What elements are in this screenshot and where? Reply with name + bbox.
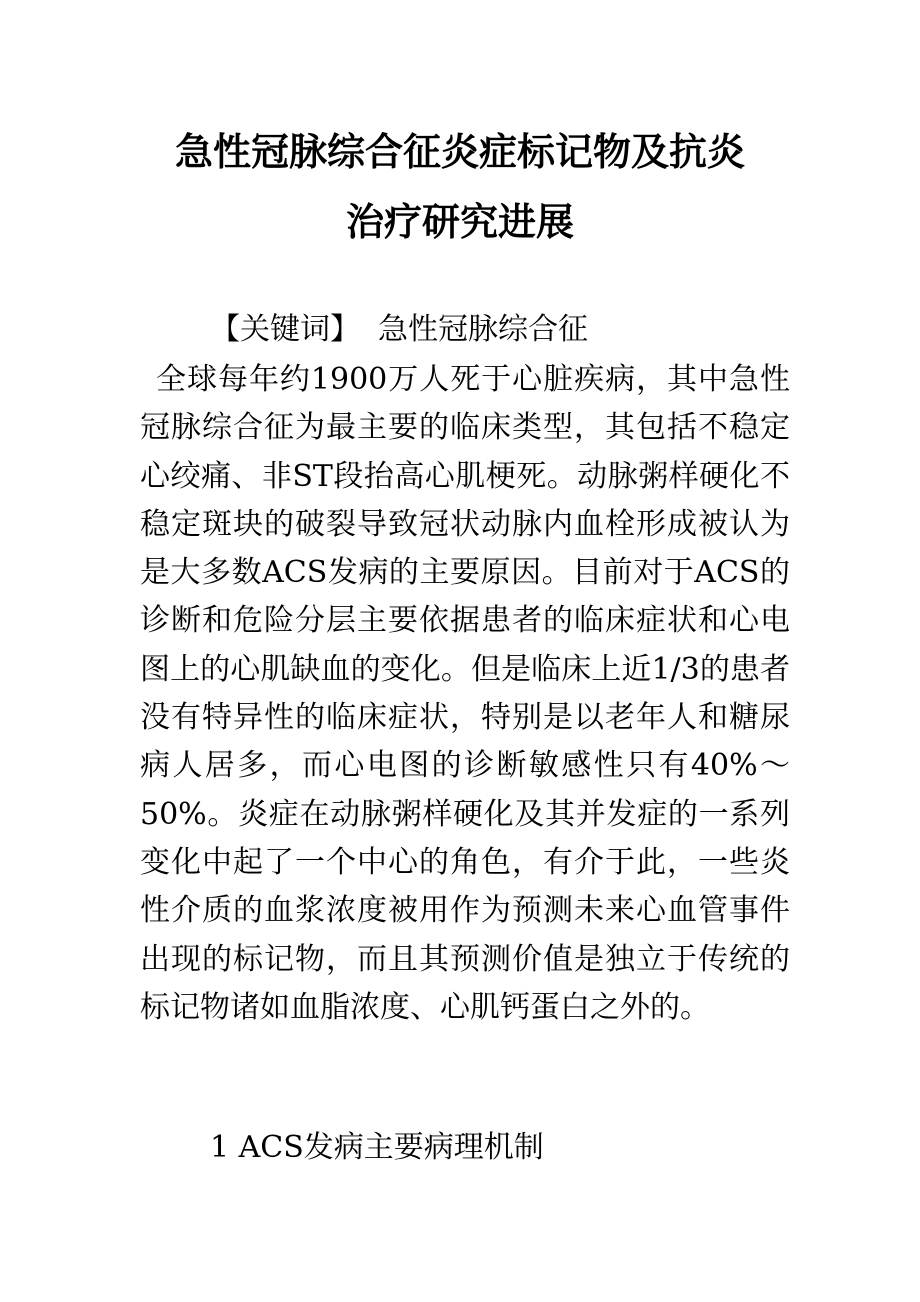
section-heading: 1 ACS发病主要病理机制 — [210, 1130, 544, 1165]
keywords-line — [210, 310, 588, 350]
keywords-value: 急性冠脉综合征 — [378, 312, 588, 347]
document-title-line-1: 急性冠脉综合征炎症标记物及抗炎 — [174, 130, 745, 174]
body-paragraph: 全球每年约1900万人死于心脏疾病，其中急性冠脉综合征为最主要的临床类型，其包括不稳定心绞痛、非ST段抬高心肌梗死。动脉粥样硬化不稳定斑块的破裂导致冠状动脉内血栓形成被认为是大多数ACS发病的主要原因。目前对于ACS的诊断和危险分层主要依据患者的临床症状和心电图上的心肌缺血的变化。但是临床上近1/3的患者没有特异性的临床症状，特别是以老年人和糖尿病人居多，而心电图的诊断敏感性只有40%～50%。炎症在动脉粥样硬化及其并发症的一系列变化中起了一个中心的角色，有介于此，一些炎性介质的血浆浓度被用作为预测未来心血管事件出现的标记物，而且其预测价值是独立于传统的标记物诸如血脂浓度、心肌钙蛋白之外的。 — [140, 362, 790, 1025]
document-title-line-2: 治疗研究进展 — [345, 200, 574, 244]
keywords-label: 【关键词】 — [210, 312, 360, 347]
